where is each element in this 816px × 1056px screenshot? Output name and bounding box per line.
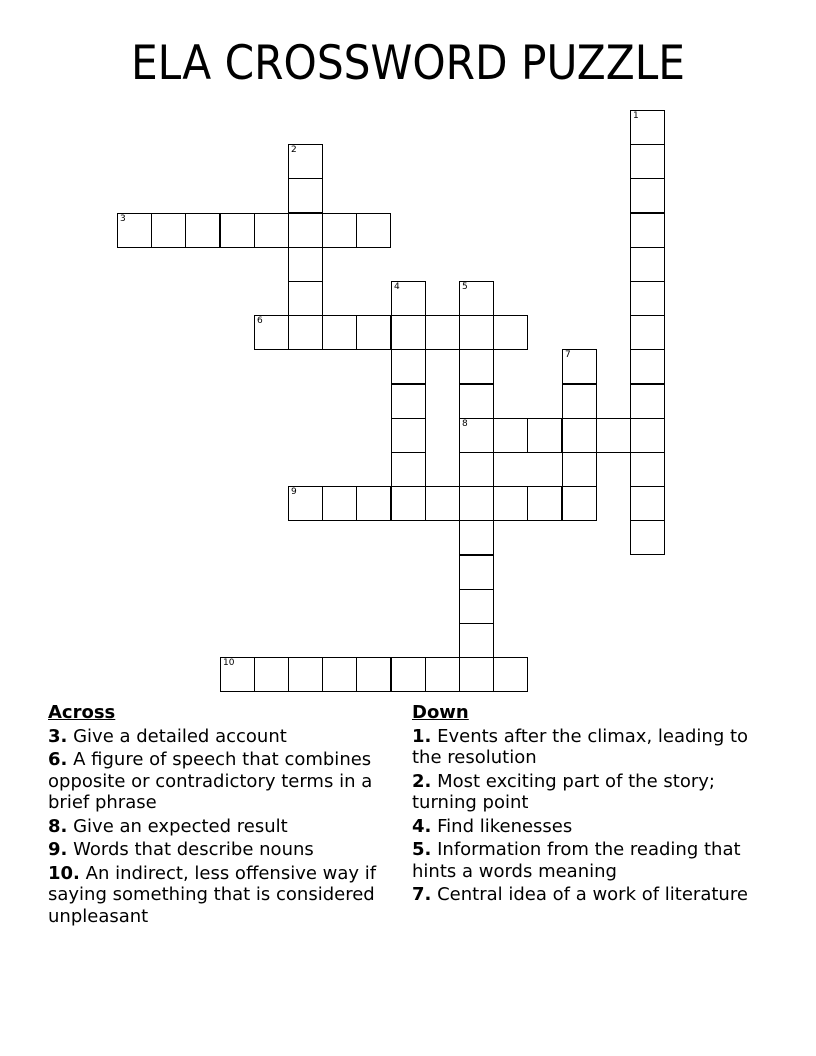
- grid-cell[interactable]: [493, 315, 528, 350]
- grid-cell[interactable]: [356, 486, 391, 521]
- cell-number: 10: [223, 658, 235, 668]
- grid-cell[interactable]: [562, 418, 597, 453]
- clue-down-4: 4. Find likenesses: [412, 815, 573, 837]
- grid-cell[interactable]: [254, 315, 289, 350]
- grid-cell[interactable]: [220, 213, 255, 248]
- clue-across-6: 6. A figure of speech that combines opposite or contradictory terms in a brief phrase: [48, 749, 373, 813]
- grid-cell[interactable]: [630, 452, 665, 487]
- grid-cell[interactable]: [288, 486, 323, 521]
- grid-cell[interactable]: [425, 315, 460, 350]
- grid-cell[interactable]: [254, 213, 289, 248]
- grid-cell[interactable]: [630, 110, 665, 145]
- grid-cell[interactable]: [391, 418, 426, 453]
- page-title: ELA CROSSWORD PUZZLE: [130, 36, 686, 91]
- grid-cell[interactable]: [425, 657, 460, 692]
- grid-cell[interactable]: [356, 213, 391, 248]
- clue-across-10: 10. An indirect, less offensive way if saying something that is considered unpleasant: [48, 862, 377, 927]
- grid-cell[interactable]: [288, 144, 323, 179]
- grid-cell[interactable]: [493, 486, 528, 521]
- grid-cell[interactable]: [288, 315, 323, 350]
- grid-cell[interactable]: [322, 315, 357, 350]
- grid-cell[interactable]: [630, 520, 665, 555]
- grid-cell[interactable]: [630, 178, 665, 213]
- clue-across-8: 8. Give an expected result: [48, 815, 288, 837]
- clue-down-7: 7. Central idea of a work of literature: [412, 884, 748, 905]
- clue-down-2: 2. Most exciting part of the story; turning point: [412, 770, 715, 813]
- grid-cell[interactable]: [459, 452, 494, 487]
- grid-cell[interactable]: [391, 384, 426, 419]
- grid-cell[interactable]: [459, 623, 494, 658]
- grid-cell[interactable]: [459, 281, 494, 316]
- clue-across-3: 3. Give a detailed account: [48, 725, 287, 747]
- grid-cell[interactable]: [151, 213, 186, 248]
- cell-number: 1: [633, 111, 639, 121]
- cell-number: 7: [565, 350, 571, 360]
- grid-cell[interactable]: [562, 486, 597, 521]
- across-heading: Across: [48, 702, 116, 723]
- grid-cell[interactable]: [459, 520, 494, 555]
- grid-cell[interactable]: [356, 315, 391, 350]
- grid-cell[interactable]: [527, 418, 562, 453]
- grid-cell[interactable]: [459, 384, 494, 419]
- grid-cell[interactable]: [288, 213, 323, 248]
- grid-cell[interactable]: [322, 486, 357, 521]
- grid-cell[interactable]: [356, 657, 391, 692]
- grid-cell[interactable]: [630, 144, 665, 179]
- grid-cell[interactable]: [459, 589, 494, 624]
- grid-cell[interactable]: [254, 657, 289, 692]
- cell-number: 3: [120, 214, 126, 224]
- cell-number: 6: [257, 316, 263, 326]
- grid-cell[interactable]: [630, 247, 665, 282]
- grid-cell[interactable]: [425, 486, 460, 521]
- grid-cell[interactable]: [459, 315, 494, 350]
- grid-cell[interactable]: [117, 213, 152, 248]
- grid-cell[interactable]: [493, 657, 528, 692]
- grid-cell[interactable]: [630, 349, 665, 384]
- down-clues: [412, 702, 772, 908]
- cell-number: 4: [394, 282, 400, 292]
- grid-cell[interactable]: [596, 418, 631, 453]
- grid-cell[interactable]: [391, 486, 426, 521]
- cell-number: 5: [462, 282, 468, 292]
- grid-cell[interactable]: [630, 281, 665, 316]
- grid-cell[interactable]: [630, 315, 665, 350]
- clue-down-5: 5. Information from the reading that hints a words meaning: [412, 839, 741, 882]
- grid-cell[interactable]: [288, 281, 323, 316]
- cell-number: 8: [462, 419, 468, 429]
- grid-cell[interactable]: [630, 486, 665, 521]
- across-clues: [48, 702, 408, 929]
- cell-number: 2: [291, 145, 297, 155]
- grid-cell[interactable]: [562, 349, 597, 384]
- grid-cell[interactable]: [562, 452, 597, 487]
- grid-cell[interactable]: [630, 213, 665, 248]
- grid-cell[interactable]: [185, 213, 220, 248]
- grid-cell[interactable]: [459, 418, 494, 453]
- grid-cell[interactable]: [630, 384, 665, 419]
- grid-cell[interactable]: [630, 418, 665, 453]
- grid-cell[interactable]: [391, 349, 426, 384]
- grid-cell[interactable]: [288, 178, 323, 213]
- grid-cell[interactable]: [322, 213, 357, 248]
- grid-cell[interactable]: [220, 657, 255, 692]
- down-heading: Down: [412, 702, 469, 723]
- grid-cell[interactable]: [322, 657, 357, 692]
- grid-cell[interactable]: [459, 555, 494, 590]
- grid-cell[interactable]: [391, 315, 426, 350]
- grid-cell[interactable]: [459, 657, 494, 692]
- grid-cell[interactable]: [459, 349, 494, 384]
- grid-cell[interactable]: [391, 657, 426, 692]
- clue-across-9: 9. Words that describe nouns: [48, 839, 314, 860]
- grid-cell[interactable]: [562, 384, 597, 419]
- cell-number: 9: [291, 487, 297, 497]
- grid-cell[interactable]: [493, 418, 528, 453]
- clue-down-1: 1. Events after the climax, leading to the resolution: [412, 725, 749, 768]
- grid-cell[interactable]: [459, 486, 494, 521]
- grid-cell[interactable]: [391, 281, 426, 316]
- grid-cell[interactable]: [527, 486, 562, 521]
- grid-cell[interactable]: [288, 247, 323, 282]
- grid-cell[interactable]: [288, 657, 323, 692]
- grid-cell[interactable]: [391, 452, 426, 487]
